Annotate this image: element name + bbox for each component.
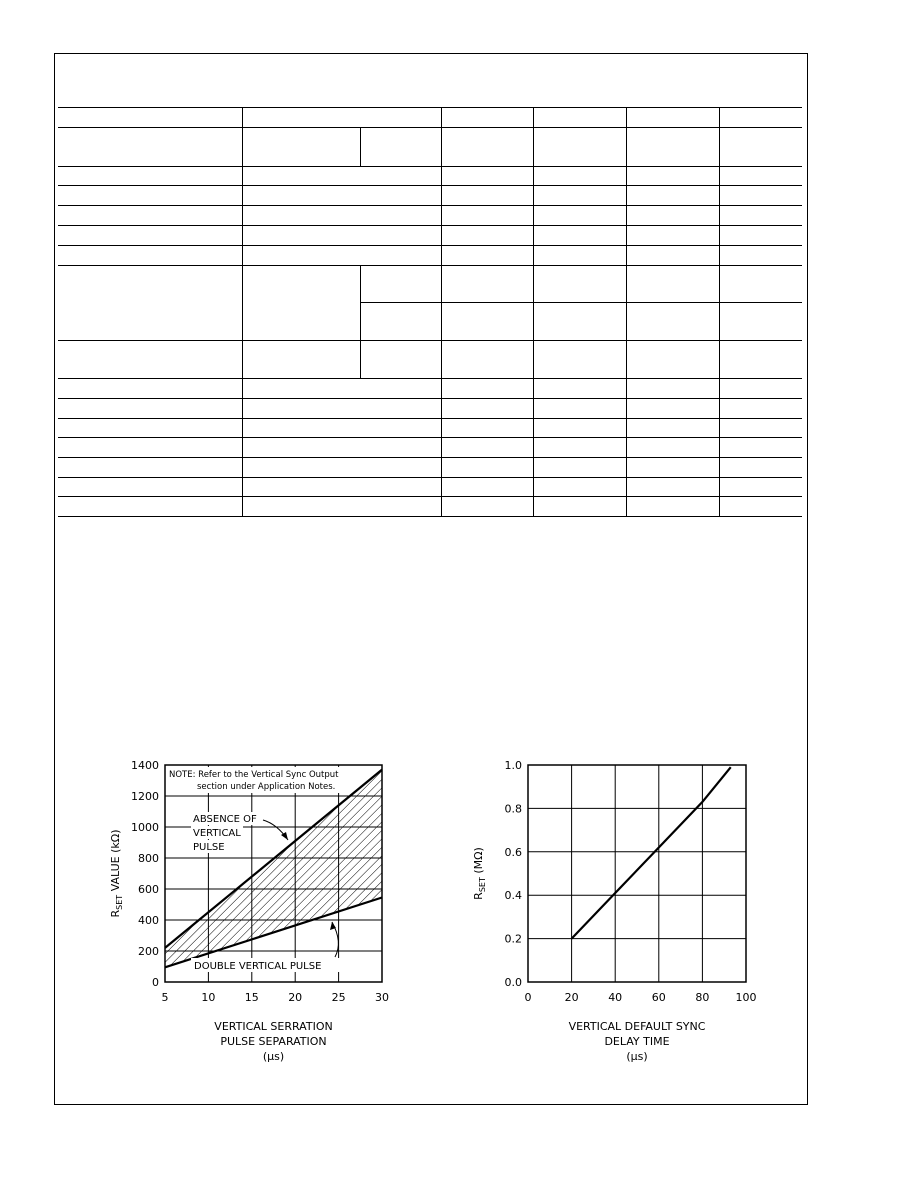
annotation-absence-label: ABSENCE OF — [193, 814, 257, 825]
y-tick-label: 400 — [138, 914, 159, 927]
y-tick-label: 1400 — [131, 759, 159, 772]
x-axis-label: (μs) — [262, 1050, 285, 1063]
y-tick-label: 200 — [138, 945, 159, 958]
y-tick-label: 1200 — [131, 790, 159, 803]
x-axis-label: VERTICAL SERRATION — [214, 1020, 333, 1033]
y-tick-label: 0.4 — [504, 889, 522, 903]
y-tick-label: 1000 — [131, 821, 159, 834]
x-axis-label: DELAY TIME — [604, 1035, 670, 1048]
x-tick-label: 5 — [161, 991, 169, 1004]
note-text: NOTE: Refer to the Vertical Sync Output — [169, 770, 339, 780]
x-tick-label: 100 — [735, 991, 757, 1004]
x-tick-label: 20 — [564, 991, 579, 1004]
x-tick-label: 0 — [524, 991, 532, 1004]
y-tick-label: 600 — [138, 883, 159, 896]
y-tick-label: 1.0 — [504, 759, 522, 772]
chart2-plot-border — [528, 765, 746, 982]
x-tick-label: 40 — [608, 991, 623, 1004]
hatched-region — [165, 770, 382, 968]
x-axis-label: PULSE SEPARATION — [220, 1035, 327, 1048]
y-tick-label: 0.6 — [504, 845, 522, 859]
y-tick-label: 0 — [152, 976, 159, 989]
x-tick-label: 20 — [288, 991, 303, 1004]
x-tick-label: 10 — [201, 991, 216, 1004]
x-tick-label: 80 — [695, 991, 710, 1004]
y-tick-label: 0.0 — [504, 976, 522, 989]
y-tick-label: 800 — [138, 852, 159, 865]
y-tick-label: 0.8 — [504, 802, 522, 816]
note-text: section under Application Notes. — [197, 782, 336, 792]
y-axis-label: $R_{SET}$ VALUE (kΩ) — [109, 829, 124, 918]
x-tick-label: 60 — [651, 991, 666, 1004]
x-tick-label: 15 — [244, 991, 259, 1004]
x-axis-label: (μs) — [626, 1050, 648, 1063]
x-axis-label: VERTICAL DEFAULT SYNC — [568, 1020, 706, 1033]
y-axis-label: $R_{SET}$ (MΩ) — [472, 847, 487, 900]
rset-vs-serration-chart — [95, 752, 405, 1072]
x-tick-label: 25 — [331, 991, 346, 1004]
series-line-0 — [572, 767, 731, 938]
annotation-absence-label: VERTICAL — [193, 828, 241, 839]
rset-vs-delay-chart — [458, 752, 778, 1072]
annotation-absence-label: PULSE — [193, 842, 225, 853]
y-tick-label: 0.2 — [504, 932, 522, 946]
annotation-double-label: DOUBLE VERTICAL PULSE — [194, 961, 322, 972]
chart2-grid — [528, 765, 746, 982]
x-tick-label: 30 — [375, 991, 389, 1004]
table-rules — [58, 107, 802, 517]
